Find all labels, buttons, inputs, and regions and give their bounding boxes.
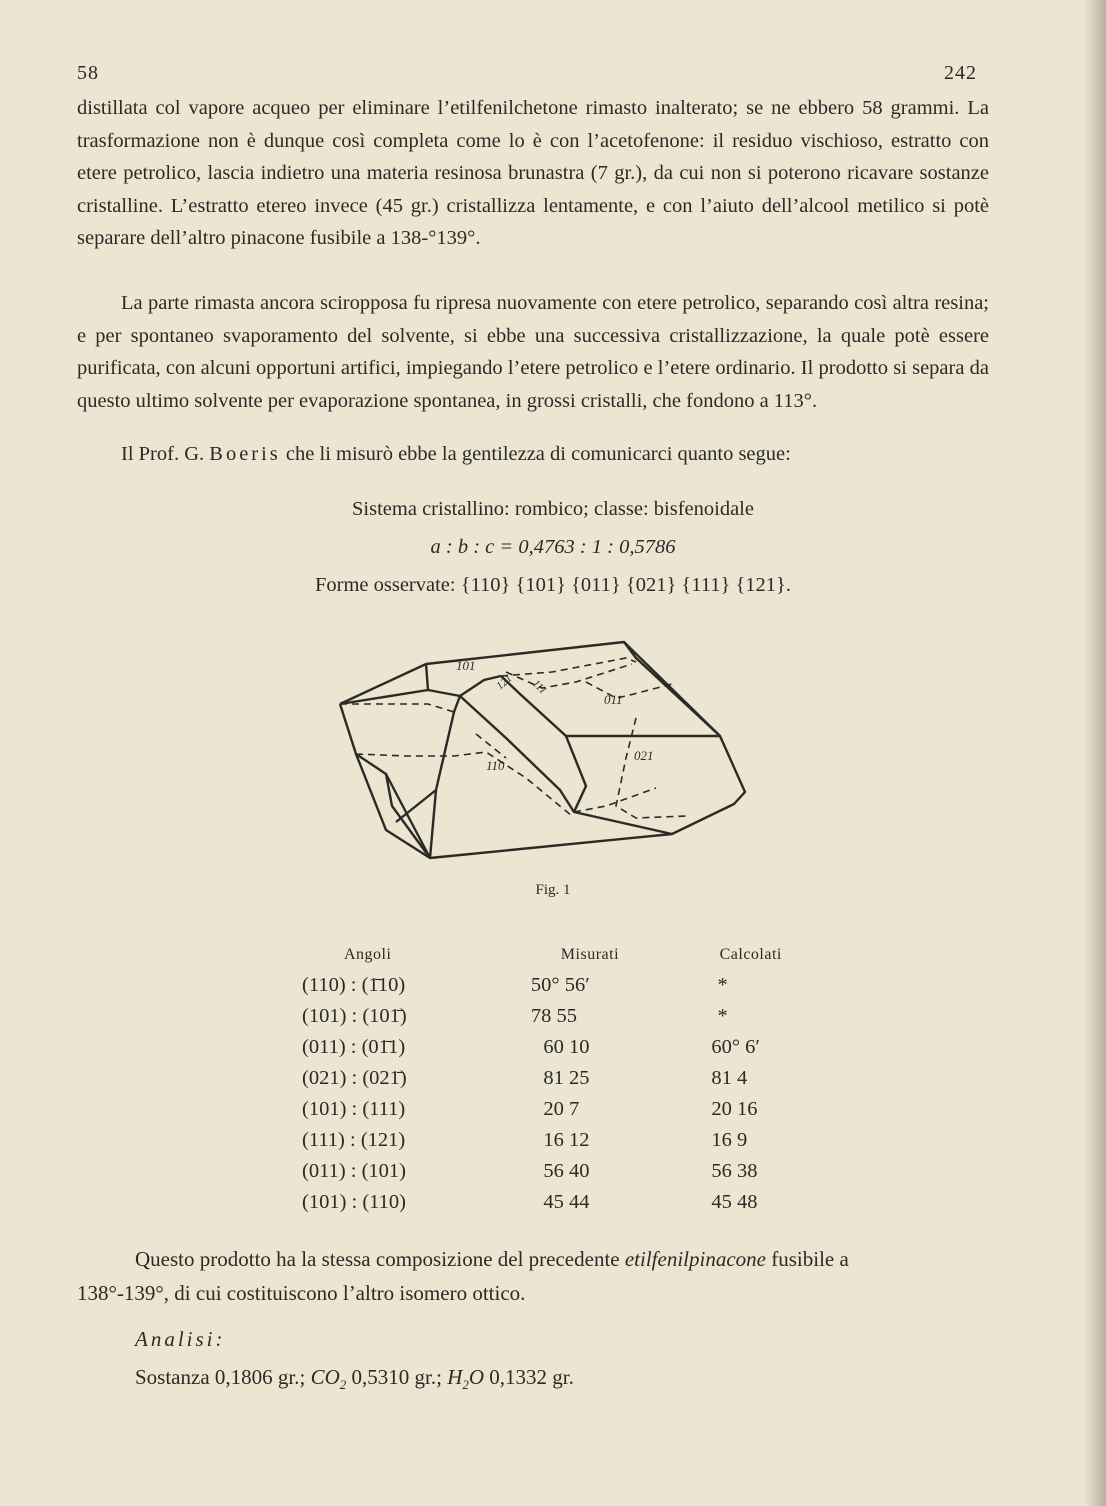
paragraph-2 — [77, 287, 989, 417]
analysis-substance: Sostanza 0,1806 gr.; — [135, 1365, 306, 1389]
table-row — [300, 1125, 820, 1156]
analysis-heading: Analisi: — [135, 1327, 226, 1351]
compound-name: etilfenilpinacone — [624, 1247, 766, 1271]
calculated-cell: 81 4 — [711, 1067, 748, 1089]
closing-line-1 — [135, 1242, 1005, 1276]
calculated-cell: 60° 6′ — [711, 1036, 760, 1058]
face-label-011: 011 — [604, 692, 623, 707]
crystal-outline — [340, 642, 745, 858]
measured-cell: 16 12 — [543, 1129, 590, 1151]
measured-cell: 56 40 — [543, 1160, 590, 1182]
angles-table — [300, 940, 820, 1218]
angle-cell: (011) : (01̄1) — [302, 1036, 406, 1058]
axial-ratio: a : b : c = 0,4763 : 1 : 0,5786 — [430, 536, 676, 558]
page-number-left: 58 — [77, 62, 99, 84]
h2o-value: 0,1332 gr. — [489, 1365, 574, 1389]
angle-cell: (011) : (101) — [302, 1160, 406, 1182]
author-name: Boeris — [209, 443, 281, 465]
co2-value: 0,5310 gr.; — [351, 1365, 442, 1389]
closing-sentence-b: fusibile a — [771, 1247, 849, 1271]
table-row — [300, 1094, 820, 1125]
paragraph-1 — [77, 92, 989, 255]
closing-sentence-a: Questo prodotto ha la stessa composizione del precedente — [135, 1247, 620, 1271]
measured-cell: 20 7 — [543, 1098, 580, 1120]
angles-table-header — [300, 940, 820, 970]
table-row — [300, 1156, 820, 1187]
header-calculated: Calcolati — [719, 946, 782, 963]
header-angles: Angoli — [344, 946, 392, 963]
crystal-system: Sistema cristallino: rombico; classe: bisfenoidale — [352, 498, 754, 520]
table-row — [300, 1032, 820, 1063]
angle-cell: (101) : (110) — [302, 1191, 406, 1213]
measured-cell: 81 25 — [543, 1067, 590, 1089]
calculated-cell: 20 16 — [711, 1098, 758, 1120]
calculated-cell: 45 48 — [711, 1191, 758, 1213]
page-edge-shadow — [1084, 0, 1106, 1506]
intro-prefix: Il Prof. G. — [121, 443, 205, 465]
angle-cell: (021) : (021̄) — [302, 1067, 407, 1089]
measured-cell: 50° 56′ — [530, 974, 590, 996]
h2o-formula: $H_2O$ — [447, 1365, 485, 1393]
intro-suffix: che li misurò ebbe la gentilezza di comunicarci quanto segue: — [285, 443, 791, 465]
table-row — [300, 1187, 820, 1218]
page-number-right: 242 — [944, 62, 977, 84]
paragraph-1-text: distillata col vapore acqueo per eliminare l’etilfenilchetone rimasto inalterato; se ne ebbero 58 grammi. La trasformazione non è dunque così completa come lo è con l’acetofenone: il residuo vischioso, estratto con etere petrolico, lascia indietro una materia resinosa brunastra (7 gr.), da cui non si poterono ricavare sostanze cristalline. L’estratto etereo invece (45 gr.) cristallizza lentamente, e con l’aiuto dell’alcool metilico si potè separare dell’altro pinacone fusibile a 138-°139°. — [77, 97, 989, 249]
angle-cell: (110) : (1̄10) — [302, 974, 406, 996]
table-row — [300, 970, 820, 1001]
angle-cell: (101) : (101̄) — [302, 1005, 407, 1027]
angle-cell: (111) : (121) — [302, 1129, 406, 1151]
paragraph-3 — [77, 438, 989, 471]
measured-cell: 45 44 — [543, 1191, 590, 1213]
angle-cell: (101) : (111) — [302, 1098, 406, 1120]
measured-cell: 78 55 — [530, 1005, 578, 1027]
co2-formula: $CO_2$ — [310, 1365, 347, 1393]
face-label-121: 121 — [494, 672, 515, 693]
observed-forms: Forme osservate: {110} {101} {011} {021} {111} {121}. — [314, 574, 792, 596]
face-label-021: 021 — [634, 748, 654, 763]
measured-cell: 60 10 — [543, 1036, 590, 1058]
face-label-110: 110 — [486, 758, 505, 773]
calculated-cell: * — [717, 1005, 728, 1027]
face-label-111: 111 — [529, 677, 549, 697]
calculated-cell: 16 9 — [711, 1129, 748, 1151]
face-label-101: 101 — [456, 658, 476, 673]
calculated-cell: 56 38 — [711, 1160, 758, 1182]
crystal-figure — [336, 638, 752, 860]
table-row — [300, 1001, 820, 1032]
paragraph-3-text — [77, 438, 989, 471]
paragraph-2-text: La parte rimasta ancora sciropposa fu ripresa nuovamente con etere petrolico, separando così altra resina; e per spontaneo svaporamento del solvente, si ebbe una successiva cristallizzazione, la quale potè essere purificata, con alcuni opportuni artifici, impiegando l’etere petrolico e l’etere ordinario. Il prodotto si separa da questo ultimo solvente per evaporazione spontanea, in grossi cristalli, che fondono a 113°. — [77, 292, 989, 412]
figure-caption: Fig. 1 — [535, 882, 571, 898]
header-measured: Misurati — [560, 946, 620, 963]
closing-line-2: 138°-139°, di cui costituiscono l’altro isomero ottico. — [77, 1281, 526, 1305]
crystal-data — [0, 490, 1106, 604]
calculated-cell: * — [717, 974, 728, 996]
analysis-line — [135, 1360, 1005, 1402]
table-row — [300, 1063, 820, 1094]
